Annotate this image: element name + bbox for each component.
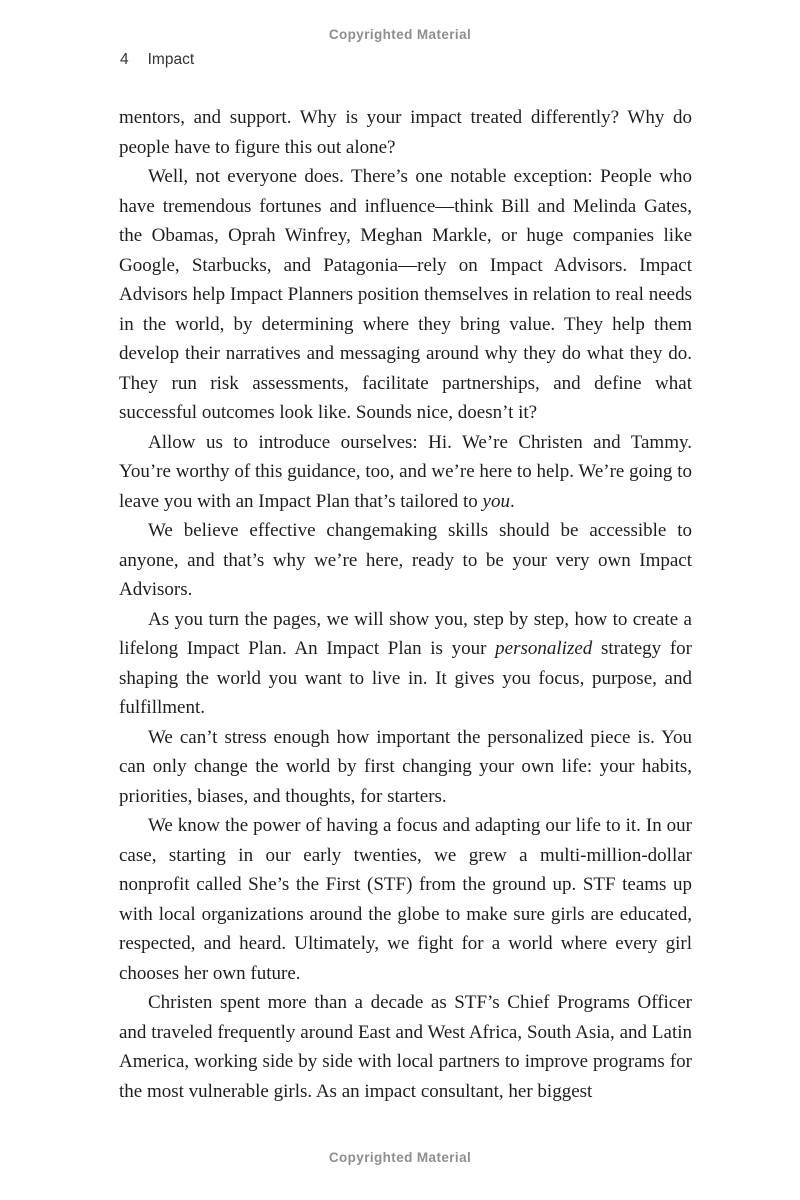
text-run: We believe effective changemaking skills should be accessible to anyone, and that’s why we’re here, ready to be your very own Impact Advisors.	[119, 520, 692, 600]
body-text	[119, 103, 692, 1106]
paragraph	[119, 605, 692, 723]
paragraph	[119, 988, 692, 1106]
text-run: Christen spent more than a decade as STF’s Chief Programs Officer and traveled frequently around East and West Africa, South Asia, and Latin America, working side by side with local partners to improve programs for the most vulnerable girls. As an impact consultant, her biggest	[119, 992, 692, 1102]
text-run: Allow us to introduce ourselves: Hi. We’re Christen and Tammy. You’re worthy of this guidance, too, and we’re here to help. We’re going to leave you with an Impact Plan that’s tailored to	[119, 431, 692, 512]
text-run: As you turn the pages, we will show you, step by step, how to create a lifelong Impact Plan. An Impact Plan is your	[119, 608, 692, 659]
copyright-notice-bottom: Copyrighted Material	[328, 1150, 472, 1165]
italic-text: personalized	[495, 638, 593, 659]
paragraph	[119, 516, 692, 605]
italic-text: you	[482, 490, 510, 512]
paragraph	[119, 162, 692, 428]
text-run: .	[509, 490, 515, 512]
paragraph	[119, 811, 692, 988]
running-header	[120, 51, 194, 69]
copyright-notice-top: Copyrighted Material	[328, 27, 472, 42]
chapter-title: Impact	[147, 51, 195, 68]
text-run: Well, not everyone does. There’s one notable exception: People who have tremendous fortunes and influence—think Bill and Melinda Gates, the Obamas, Oprah Winfrey, Meghan Markle, or huge companies like Google, Starbucks, and Patagonia—rely on Impact Advisors. Impact Advisors help Impact Planners position themselves in relation to real needs in the world, by determining where they bring value. They help them develop their narratives and messaging around why they do what they do. They run risk assessments, facilitate partnerships, and define what successful outcomes look like. Sounds nice, doesn’t it?	[119, 166, 692, 423]
paragraph	[119, 428, 692, 517]
text-run: strategy for shaping the world you want to live in. It gives you focus, purpose, and fulfillment.	[119, 638, 692, 718]
text-run: We can’t stress enough how important the personalized piece is. You can only change the world by first changing your own life: your habits, priorities, biases, and thoughts, for starters.	[119, 726, 692, 807]
text-run: mentors, and support. Why is your impact treated differently? Why do people have to figure this out alone?	[119, 107, 692, 158]
paragraph	[119, 723, 692, 812]
page-number: 4	[120, 51, 129, 68]
paragraph	[119, 103, 692, 162]
text-run: We know the power of having a focus and adapting our life to it. In our case, starting in our early twenties, we grew a multi-million-dollar nonprofit called She’s the First (STF) from the ground up. STF teams up with local organizations around the globe to make sure girls are educated, respected, and heard. Ultimately, we fight for a world where every girl chooses her own future.	[119, 815, 692, 984]
